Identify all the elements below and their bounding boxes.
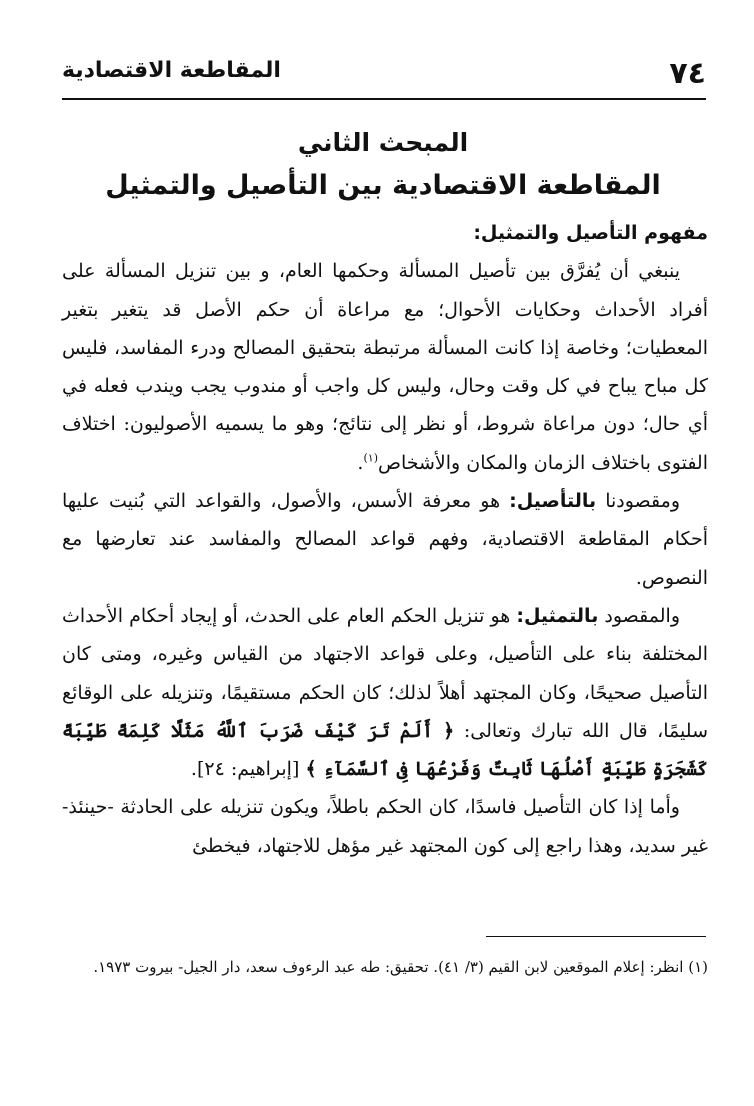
paragraph-2 [62,482,708,597]
page-number: ٧٤ [669,56,706,91]
paragraph-3 [62,597,708,788]
footnote-text: (١) انظر: إعلام الموقعين لابن القيم (٣/ ٤١). تحقيق: طه عبد الرءوف سعد، دار الجيل- بيروت ١٩٧٣. [93,958,708,976]
footnote-divider [486,936,706,937]
running-header [62,56,706,100]
subheading: مفهوم التأصيل والتمثيل: [473,222,708,244]
body-text [62,214,708,865]
quran-verse: ﴿ أَلَمْ تَرَ كَيْفَ ضَرَبَ ٱللَّهُ مَثَلًا كَلِمَةً طَيِّبَةً كَشَجَرَةٍ طَيِّبَةٍ أَصْلُهَا ثَابِتٌ وَفَرْعُهَا فِى ٱلسَّمَآءِ ﴾ [62,719,708,781]
section-title: المقاطعة الاقتصادية بين التأصيل والتمثيل [105,170,661,201]
paragraph-1 [62,252,708,482]
verse-citation: [إبراهيم: ٢٤]. [190,758,300,781]
paragraph-1-end: . [357,451,364,474]
paragraph-1-text: ينبغي أن يُفرَّق بين تأصيل المسألة وحكمها العام، و بين تنزيل المسألة على أفراد الأحداث وحكايات الأحوال؛ مع مراعاة أن حكم الأصل قد يتغير بتغير المعطيات؛ وخاصة إذا كانت المسألة مرتبطة بتحقيق المصالح ودرء المفاسد، فليس كل مباح يباح في كل وقت وحال، وليس كل واجب أو مندوب يجب ويندب فعله في أي حال؛ دون مراعاة شروط، أو نظر إلى نتائج؛ وهو ما يسميه الأصوليون: اختلاف الفتوى باختلاف الزمان والمكان والأشخاص [62,260,708,474]
paragraph-4: وأما إذا كان التأصيل فاسدًا، كان الحكم باطلاً، ويكون تنزيله على الحادثة -حينئذ- غير سديد، وهذا راجع إلى كون المجتهد غير مؤهل للاجتهاد، فيخطئ [62,796,708,857]
footnote [62,950,708,984]
paragraph-3-text: هو تنزيل الحكم العام على الحدث، أو إيجاد أحكام الأحداث المختلفة بناء على التأصيل، وعلى قواعد الاجتهاد من القياس وغيره، ومتى كان التأصيل صحيحًا، وكان المجتهد أهلاً لذلك؛ كان الحكم مستقيمًا، وتنزيله على الوقائع سليمًا، قال الله تبارك وتعالى: [62,604,708,742]
term-taasil: بالتأصيل: [509,490,597,513]
paragraph-2-text: هو معرفة الأسس، والأصول، والقواعد التي بُنيت عليها أحكام المقاطعة الاقتصادية، وفهم قواعد المصالح والمفاسد عند تعارضها مع النصوص. [62,490,708,589]
paragraph-2-lead: ومقصودنا [605,490,680,513]
footnote-ref[interactable]: (١) [363,451,378,465]
section-heading: المبحث الثاني [297,128,469,157]
running-title: المقاطعة الاقتصادية [62,58,281,83]
term-tamthil: بالتمثيل: [516,604,599,627]
paragraph-3-lead: والمقصود [604,604,680,627]
